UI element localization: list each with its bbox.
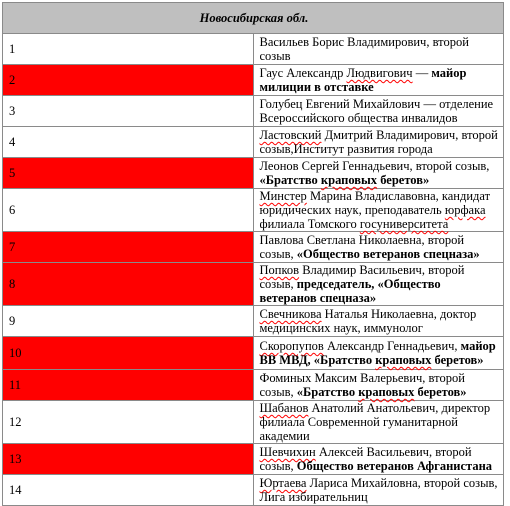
row-number: 8 [3, 263, 254, 306]
spellcheck-flagged-word: Скоропупов [259, 339, 324, 353]
table-row [3, 189, 504, 232]
table-row [3, 306, 504, 337]
table-row [3, 158, 504, 189]
table-row [3, 444, 504, 475]
text-fragment: Анатолий Анатольевич, директор филиала Современной гуманитарной академии [259, 401, 491, 443]
candidate-description [253, 306, 504, 337]
candidate-description [253, 189, 504, 232]
table-row [3, 127, 504, 158]
row-number: 3 [3, 96, 254, 127]
text-fragment: Александр Геннадьевич, [323, 339, 461, 353]
bold-text: беретов» [431, 353, 484, 367]
spellcheck-flagged-word: юрфака [444, 203, 486, 217]
bold-text: Общество ветеранов Афганистана [296, 459, 493, 473]
candidate-description [253, 65, 504, 96]
row-number: 6 [3, 189, 254, 232]
spellcheck-flagged-word: краповых [358, 385, 415, 399]
spellcheck-flagged-word: краповых [320, 173, 378, 187]
candidate-description [253, 158, 504, 189]
spellcheck-flagged-word: Шабанов [259, 401, 309, 415]
text-fragment: филиала Томского [259, 217, 360, 231]
spellcheck-flagged-word: Шевчихин [259, 445, 316, 459]
bold-text: беретов» [377, 173, 430, 187]
bold-text: «Братство [296, 385, 359, 399]
spellcheck-flagged-word: Свечникова [259, 307, 322, 321]
text-fragment: Фоминых Максим Валерьевич, второй созыв, [259, 371, 465, 399]
bold-text: «Общество ветеранов спецназа» [296, 247, 480, 261]
spellcheck-flagged-word: Людвигович [346, 66, 413, 80]
candidate-description [253, 96, 504, 127]
table-row [3, 263, 504, 306]
spellcheck-flagged-word: Попков [259, 263, 300, 277]
candidate-description [253, 444, 504, 475]
bold-text: майор милиции в отставке [259, 66, 467, 94]
spellcheck-flagged-word: Юртаева [259, 476, 307, 490]
text-fragment: Владимир Васильевич, второй созыв, [259, 263, 465, 291]
bold-text: председатель, «Общество ветеранов спецназа» [259, 277, 441, 305]
text-fragment: Голубец Евгений Михайлович — отделение Всероссийского общества инвалидов [259, 97, 494, 125]
row-number: 9 [3, 306, 254, 337]
candidate-description [253, 401, 504, 444]
text-fragment: Дмитрий Владимирович, второй созыв,Институт развития города [259, 128, 498, 156]
candidate-description [253, 127, 504, 158]
row-number: 12 [3, 401, 254, 444]
table-row [3, 232, 504, 263]
row-number: 5 [3, 158, 254, 189]
text-fragment: Васильев Борис Владимирович, второй созыв [259, 35, 469, 63]
row-number: 13 [3, 444, 254, 475]
row-number: 7 [3, 232, 254, 263]
candidate-description [253, 370, 504, 401]
table-body [3, 3, 504, 506]
table-row [3, 65, 504, 96]
candidates-table [2, 2, 504, 506]
row-number: 14 [3, 475, 254, 506]
bold-text: «Братство [259, 173, 321, 187]
spellcheck-flagged-word: Ластовский [259, 128, 322, 142]
row-number: 2 [3, 65, 254, 96]
table-row [3, 370, 504, 401]
spellcheck-flagged-word: Минстер [259, 189, 307, 203]
candidate-description [253, 475, 504, 506]
candidate-description [253, 263, 504, 306]
row-number: 11 [3, 370, 254, 401]
row-number: 10 [3, 337, 254, 370]
candidate-description [253, 337, 504, 370]
row-number: 4 [3, 127, 254, 158]
bold-text: беретов» [414, 385, 467, 399]
text-fragment: — [412, 66, 432, 80]
row-number: 1 [3, 34, 254, 65]
spellcheck-flagged-word: краповых [375, 353, 432, 367]
table-row [3, 96, 504, 127]
region-title: Новосибирская обл. [3, 3, 504, 34]
table-header-row [3, 3, 504, 34]
candidate-description [253, 232, 504, 263]
bold-text: майор ВВ МВД, «Братство [259, 339, 496, 367]
text-fragment: Леонов Сергей Геннадьевич, второй созыв, [259, 159, 490, 173]
table-row [3, 401, 504, 444]
text-fragment: Марина Владиславовна, кандидат юридических наук, преподаватель [259, 189, 491, 217]
table-row [3, 475, 504, 506]
text-fragment: Лариса Михайловна, второй созыв, Лига избирательниц [259, 476, 498, 504]
table-row [3, 337, 504, 370]
text-fragment: Наталья Николаевна, доктор медицинских наук, иммунолог [259, 307, 477, 335]
table-row [3, 34, 504, 65]
candidate-description [253, 34, 504, 65]
text-fragment: Павлова Светлана Николаевна, второй созыв, [259, 233, 465, 261]
spellcheck-flagged-word: госуниверситета [359, 217, 449, 231]
text-fragment: Алексей Васильевич, второй созыв, [259, 445, 472, 473]
text-fragment: Гаус Александр [259, 66, 347, 80]
